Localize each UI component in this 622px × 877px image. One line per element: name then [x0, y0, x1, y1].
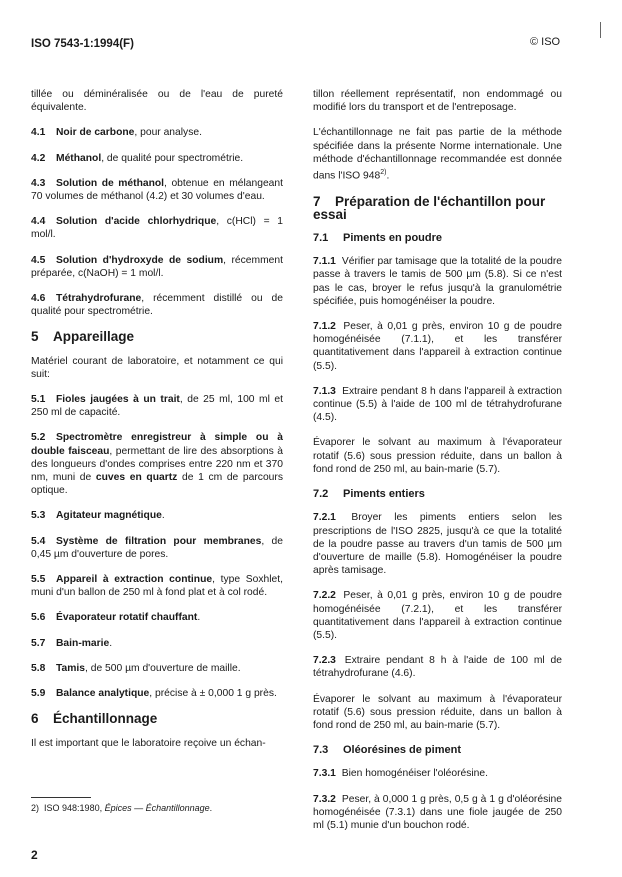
clause: 5.3 Agitateur magnétique.: [31, 510, 165, 522]
section-heading: 5 Appareillage: [31, 329, 135, 345]
clause: 5.4 Système de filtration pour membranes, de 0,45 µm d'ouverture de pores.: [31, 535, 283, 560]
clause: 7.3.1 Bien homogénéiser l'oléorésine.: [313, 768, 488, 780]
paragraph: Évaporer le solvant au maximum à l'évaporateur rotatif (5.6) sous pression réduite, dans un ballon à fond rond de 250 ml, au bain-marie (5.7).: [313, 693, 562, 731]
clause: 7.2.1 Broyer les piments entiers selon les prescriptions de l'ISO 2825, jusqu'à ce que la totalité de la poudre passe au travers d'un tamis de 500 µm d'ouverture de maille (5.8). Homogénéiser la poudre après tamisage.: [313, 512, 562, 577]
subsection-heading: 7.2 Piments entiers: [313, 488, 425, 501]
section-heading: 7 Préparation de l'échantillon pour essai: [313, 193, 546, 222]
clause: 5.6 Évaporateur rotatif chauffant.: [31, 612, 201, 624]
clause: 4.6 Tétrahydrofurane, récemment distillé ou de qualité pour spectrométrie.: [31, 293, 283, 318]
clause-list-4: [31, 126, 283, 318]
clause: 5.2 Spectromètre enregistreur à simple ou à double faisceau, permettant de lire des absorptions à des longueurs d'ondes comprises entre 220 nm et 370 nm, muni de cuves en quartz de 1 cm de parcours optique.: [31, 432, 283, 497]
clause: 5.1 Fioles jaugées à un trait, de 25 ml, 100 ml et 250 ml de capacité.: [31, 394, 283, 419]
paragraph: L'échantillonnage ne fait pas partie de la méthode spécifiée dans la présente Norme internationale. Une méthode d'échantillonnage recommandée est donnée dans l'ISO 948$^{2)}$.: [313, 127, 562, 182]
subsection-heading: 7.3 Oléorésines de piment: [313, 744, 461, 757]
footnote-rule: [31, 797, 91, 798]
clause: 5.9 Balance analytique, précise à ± 0,000 1 g près.: [31, 688, 277, 700]
clause: 7.3.2 Peser, à 0,000 1 g près, 0,5 g à 1 g d'oléorésine homogénéisée (7.3.1) dans une fiole jaugée de 250 ml (5.1) munie d'un bouchon rodé.: [313, 793, 562, 831]
footnote-reference: 2): [380, 169, 387, 177]
clause: 4.2 Méthanol, de qualité pour spectrométrie.: [31, 152, 244, 164]
paragraph: Matériel courant de laboratoire, et notamment ce qui suit:: [31, 355, 283, 380]
margin-mark: [600, 22, 601, 38]
left-column: [31, 88, 283, 762]
clause: 5.7 Bain-marie.: [31, 637, 113, 649]
copyright-mark: © ISO: [530, 36, 561, 48]
clause: 7.1.2 Peser, à 0,01 g près, environ 10 g de poudre homogénéisée (7.1.1), et les transférer quantitativement dans l'appareil à extraction continue (5.5).: [313, 321, 562, 372]
paragraph: Il est important que le laboratoire reçoive un échan-: [31, 737, 266, 749]
footnote: 2) ISO 948:1980, Épices — Échantillonnage.: [31, 803, 213, 813]
paragraph: Évaporer le solvant au maximum à l'évaporateur rotatif (5.6) sous pression réduite, dans un ballon à fond rond de 250 ml, au bain-marie (5.7).: [313, 437, 562, 475]
clause: 4.1 Noir de carbone, pour analyse.: [31, 127, 202, 139]
page-number: 2: [31, 848, 38, 862]
clause: 4.4 Solution d'acide chlorhydrique, c(HCl) = 1 mol/l.: [31, 216, 283, 241]
section-heading: 6 Échantillonnage: [31, 711, 158, 727]
subsection-heading: 7.1 Piments en poudre: [313, 232, 443, 245]
document-reference: ISO 7543-1:1994(F): [31, 38, 134, 50]
paragraph: tillon réellement représentatif, non endommagé ou modifié lors du transport et de l'entreposage.: [313, 89, 562, 114]
clause: 5.5 Appareil à extraction continue, type Soxhlet, muni d'un ballon de 250 ml à fond plat et à col rodé.: [31, 574, 283, 599]
clause: 7.2.3 Extraire pendant 8 h à l'aide de 100 ml de tétrahydrofurane (4.6).: [313, 655, 562, 680]
clause: 4.5 Solution d'hydroxyde de sodium, récemment préparée, c(NaOH) = 1 mol/l.: [31, 254, 283, 279]
clause: 7.1.1 Vérifier par tamisage que la totalité de la poudre passe à travers le tamis de 500 µm (5.8). Si ce n'est pas le cas, broyer le refus jusqu'à la granulométrie spécifiée, puis homogénéiser la poudre.: [313, 256, 562, 307]
clause: 7.1.3 Extraire pendant 8 h dans l'appareil à extraction continue (5.5) à l'aide de 100 ml de tétrahydrofurane (4.5).: [313, 385, 562, 424]
clause: 7.2.2 Peser, à 0,01 g près, environ 10 g de poudre homogénéisée (7.2.1), et les transférer quantitativement dans l'appareil à extraction continue (5.5).: [313, 590, 562, 641]
clause: 5.8 Tamis, de 500 µm d'ouverture de maille.: [31, 662, 241, 674]
paragraph: tillée ou déminéralisée ou de l'eau de pureté équivalente.: [31, 89, 283, 114]
right-column: [313, 88, 562, 844]
clause: 4.3 Solution de méthanol, obtenue en mélangeant 70 volumes de méthanol (4.2) et 30 volumes d'eau.: [31, 177, 284, 203]
